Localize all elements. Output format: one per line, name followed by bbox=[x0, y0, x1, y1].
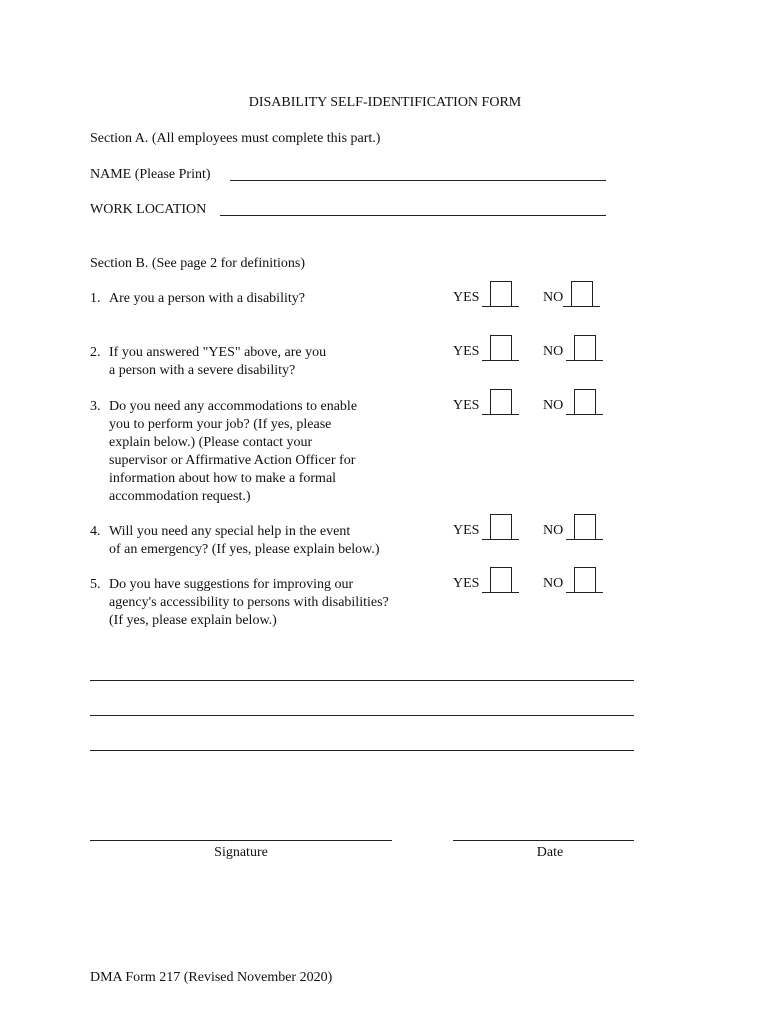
question-text: explain below.) (Please contact your bbox=[109, 435, 313, 450]
section-a-heading: Section A. (All employees must complete this part.) bbox=[90, 131, 381, 146]
no-label: NO bbox=[543, 344, 564, 359]
question-number: 2. bbox=[90, 345, 101, 360]
question-number: 1. bbox=[90, 291, 101, 306]
name-field[interactable] bbox=[230, 180, 606, 181]
question-text: information about how to make a formal bbox=[109, 471, 337, 486]
yes-label: YES bbox=[453, 398, 480, 413]
yes-checkbox[interactable] bbox=[490, 567, 512, 592]
work-location-field[interactable] bbox=[220, 215, 606, 216]
question-text: Are you a person with a disability? bbox=[109, 291, 305, 306]
no-checkbox[interactable] bbox=[574, 389, 596, 414]
question-number: 4. bbox=[90, 524, 101, 539]
question-text: (If yes, please explain below.) bbox=[109, 613, 277, 628]
question-4 bbox=[90, 523, 380, 559]
explanation-line-1[interactable] bbox=[90, 680, 634, 681]
question-text: a person with a severe disability? bbox=[109, 363, 296, 378]
question-5 bbox=[90, 576, 389, 630]
work-location-label: WORK LOCATION bbox=[90, 202, 207, 217]
question-text: supervisor or Affirmative Action Officer for bbox=[109, 453, 356, 468]
form-footer: DMA Form 217 (Revised November 2020) bbox=[90, 970, 333, 985]
question-number: 5. bbox=[90, 577, 101, 592]
question-2-yes[interactable] bbox=[453, 340, 519, 361]
question-4-yes[interactable] bbox=[453, 519, 519, 540]
explanation-line-3[interactable] bbox=[90, 750, 634, 751]
no-checkbox[interactable] bbox=[574, 335, 596, 360]
yes-label: YES bbox=[453, 576, 480, 591]
no-label: NO bbox=[543, 576, 564, 591]
question-5-no[interactable] bbox=[543, 572, 603, 593]
question-1-yes[interactable] bbox=[453, 286, 519, 307]
question-text: Will you need any special help in the event bbox=[109, 524, 351, 539]
question-4-no[interactable] bbox=[543, 519, 603, 540]
yes-checkbox[interactable] bbox=[490, 335, 512, 360]
no-label: NO bbox=[543, 290, 564, 305]
section-b-heading: Section B. (See page 2 for definitions) bbox=[90, 256, 306, 271]
signature-label: Signature bbox=[214, 845, 268, 860]
form-title: DISABILITY SELF-IDENTIFICATION FORM bbox=[248, 95, 522, 110]
no-label: NO bbox=[543, 398, 564, 413]
question-text: Do you have suggestions for improving our bbox=[109, 577, 354, 592]
question-text: Do you need any accommodations to enable bbox=[109, 399, 358, 414]
yes-checkbox[interactable] bbox=[490, 281, 512, 306]
yes-checkbox[interactable] bbox=[490, 514, 512, 539]
question-text: agency's accessibility to persons with disabilities? bbox=[109, 595, 389, 610]
no-checkbox[interactable] bbox=[574, 567, 596, 592]
question-1 bbox=[90, 290, 305, 308]
question-text: If you answered "YES" above, are you bbox=[109, 345, 327, 360]
question-2-no[interactable] bbox=[543, 340, 603, 361]
question-3-yes[interactable] bbox=[453, 394, 519, 415]
question-5-yes[interactable] bbox=[453, 572, 519, 593]
date-label: Date bbox=[536, 845, 564, 860]
date-field[interactable] bbox=[453, 840, 634, 841]
question-2 bbox=[90, 344, 326, 380]
yes-label: YES bbox=[453, 344, 480, 359]
no-checkbox[interactable] bbox=[571, 281, 593, 306]
name-label: NAME (Please Print) bbox=[90, 167, 211, 182]
yes-label: YES bbox=[453, 290, 480, 305]
question-number: 3. bbox=[90, 399, 101, 414]
yes-label: YES bbox=[453, 523, 480, 538]
question-text: you to perform your job? (If yes, please bbox=[109, 417, 332, 432]
signature-field[interactable] bbox=[90, 840, 392, 841]
yes-checkbox[interactable] bbox=[490, 389, 512, 414]
question-3-no[interactable] bbox=[543, 394, 603, 415]
question-text: of an emergency? (If yes, please explain below.) bbox=[109, 542, 380, 557]
question-3 bbox=[90, 398, 357, 506]
question-text: accommodation request.) bbox=[109, 489, 251, 504]
question-1-no[interactable] bbox=[543, 286, 600, 307]
explanation-line-2[interactable] bbox=[90, 715, 634, 716]
no-label: NO bbox=[543, 523, 564, 538]
no-checkbox[interactable] bbox=[574, 514, 596, 539]
